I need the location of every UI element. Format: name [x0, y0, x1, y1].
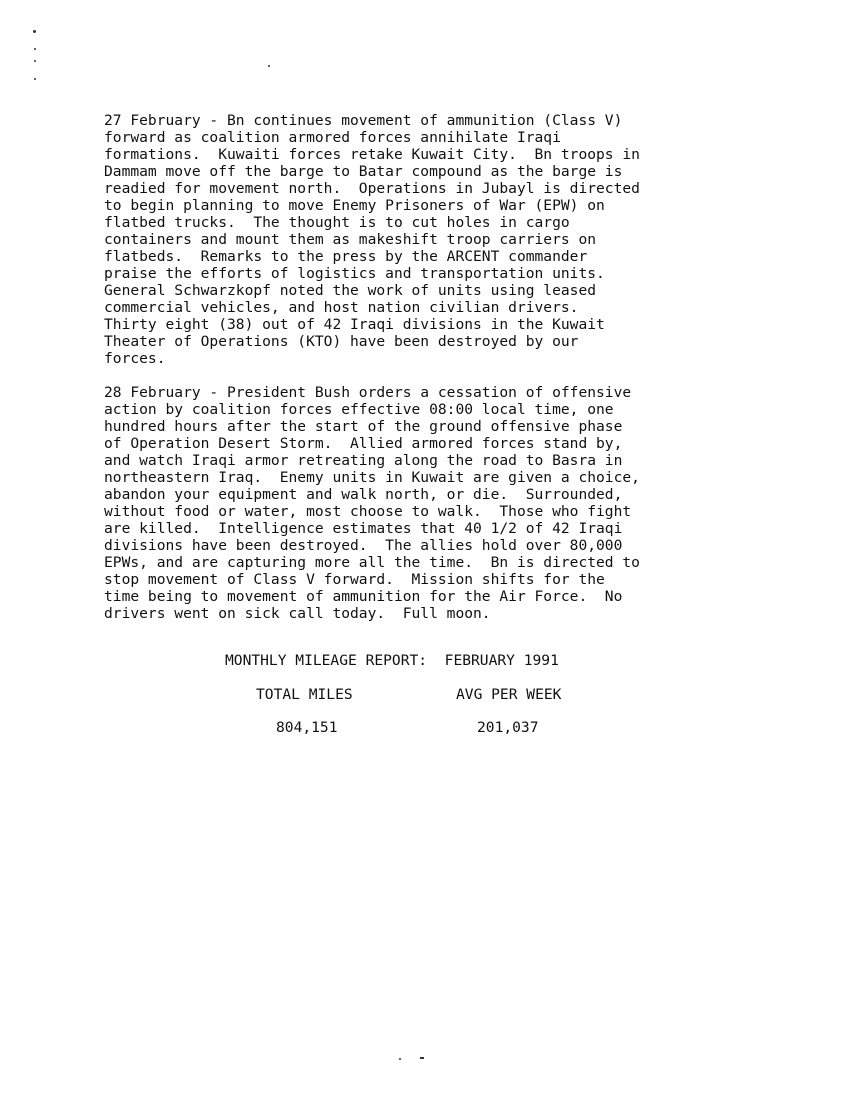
text-line: of Operation Desert Storm. Allied armored forces stand by,: [104, 435, 623, 452]
text-line: readied for movement north. Operations in Jubayl is directed: [104, 180, 640, 197]
text-line: abandon your equipment and walk north, or die. Surrounded,: [104, 486, 623, 503]
avg-per-week-value: 201,037: [477, 719, 539, 736]
text-line: Theater of Operations (KTO) have been destroyed by our: [104, 333, 579, 350]
text-line: without food or water, most choose to walk. Those who fight: [104, 503, 632, 520]
scan-mark: [399, 1058, 401, 1060]
text-line: General Schwarzkopf noted the work of units using leased: [104, 282, 597, 299]
text-line: Thirty eight (38) out of 42 Iraqi divisions in the Kuwait: [104, 316, 605, 333]
text-line: Dammam move off the barge to Batar compound as the barge is: [104, 163, 623, 180]
text-line: commercial vehicles, and host nation civilian drivers.: [104, 299, 579, 316]
scan-mark: [34, 78, 36, 80]
total-miles-value: 804,151: [276, 719, 338, 736]
scan-mark: [420, 1057, 424, 1059]
text-line: flatbed trucks. The thought is to cut holes in cargo: [104, 214, 570, 231]
text-line: flatbeds. Remarks to the press by the ARCENT commander: [104, 248, 588, 265]
avg-per-week-header: AVG PER WEEK: [456, 686, 562, 703]
text-line: are killed. Intelligence estimates that 40 1/2 of 42 Iraqi: [104, 520, 623, 537]
text-line: drivers went on sick call today. Full moon.: [104, 605, 491, 622]
entry-28-february: [104, 384, 744, 622]
text-line: divisions have been destroyed. The allies hold over 80,000: [104, 537, 623, 554]
text-line: forward as coalition armored forces annihilate Iraqi: [104, 129, 561, 146]
text-line: 28 February - President Bush orders a cessation of offensive: [104, 384, 632, 401]
text-line: to begin planning to move Enemy Prisoners of War (EPW) on: [104, 197, 605, 214]
scan-mark: [34, 48, 36, 50]
entry-27-february: [104, 112, 744, 367]
text-line: forces.: [104, 350, 166, 367]
text-line: stop movement of Class V forward. Mission shifts for the: [104, 571, 605, 588]
total-miles-header: TOTAL MILES: [256, 686, 353, 703]
mileage-report-title: MONTHLY MILEAGE REPORT: FEBRUARY 1991: [225, 652, 559, 669]
text-line: action by coalition forces effective 08:00 local time, one: [104, 401, 614, 418]
text-line: EPWs, and are capturing more all the time. Bn is directed to: [104, 554, 640, 571]
scan-mark: [268, 65, 270, 67]
text-line: and watch Iraqi armor retreating along the road to Basra in: [104, 452, 623, 469]
scan-mark: [34, 60, 36, 62]
text-line: hundred hours after the start of the ground offensive phase: [104, 418, 623, 435]
text-line: northeastern Iraq. Enemy units in Kuwait are given a choice,: [104, 469, 640, 486]
text-line: containers and mount them as makeshift troop carriers on: [104, 231, 597, 248]
text-line: 27 February - Bn continues movement of ammunition (Class V): [104, 112, 623, 129]
text-line: time being to movement of ammunition for the Air Force. No: [104, 588, 623, 605]
scan-mark: [33, 30, 36, 33]
text-line: praise the efforts of logistics and transportation units.: [104, 265, 605, 282]
text-line: formations. Kuwaiti forces retake Kuwait City. Bn troops in: [104, 146, 640, 163]
